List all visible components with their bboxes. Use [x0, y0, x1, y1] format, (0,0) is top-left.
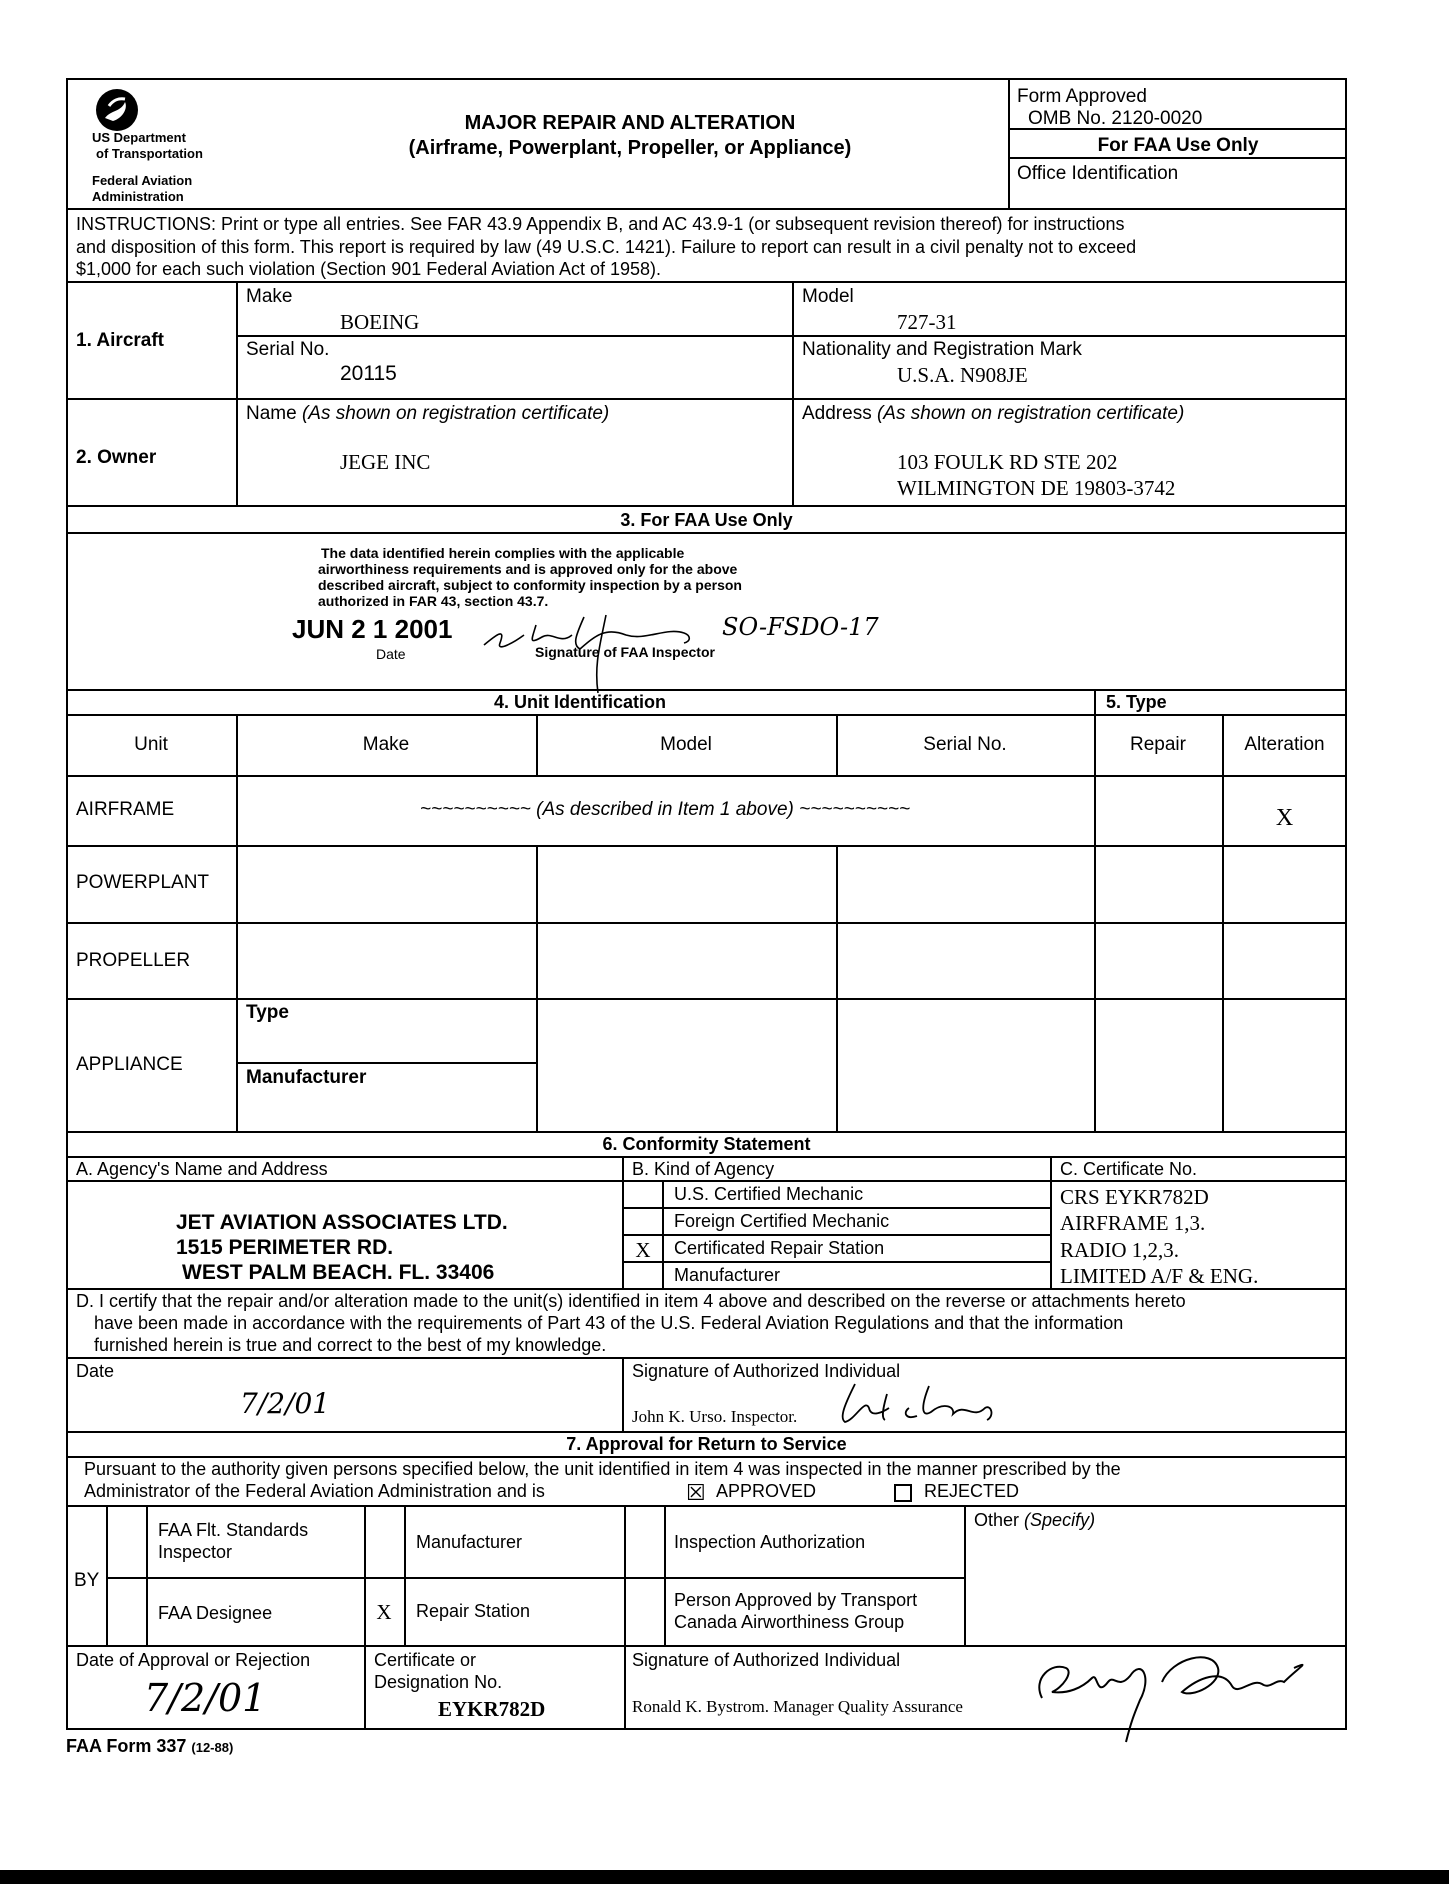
return-text-line1: Pursuant to the authority given persons specified below, the unit identified in item 4 was inspected in the manner prescribed by the [84, 1459, 1121, 1479]
faa-inspector-signature [476, 605, 721, 695]
form-approved-label: Form Approved [1017, 86, 1147, 107]
dept-line1: US Department [92, 130, 186, 145]
kind-of-agency-label: B. Kind of Agency [632, 1159, 775, 1179]
stamp-date: JUN 2 1 2001 [292, 614, 453, 644]
owner-name-label: Name (As shown on registration certificate) [246, 403, 610, 424]
return-signature-label: Signature of Authorized Individual [632, 1650, 901, 1670]
return-section-label: 7. Approval for Return to Service [566, 1434, 847, 1454]
make-label: Make [246, 286, 293, 307]
inspector-signature [825, 1378, 1035, 1430]
header-unit: Unit [134, 734, 168, 755]
cert-line-4[interactable]: LIMITED A/F & ENG. [1060, 1264, 1259, 1288]
form-subtitle: (Airframe, Powerplant, Propeller, or Appliance) [408, 137, 852, 159]
omb-number: OMB No. 2120-0020 [1028, 108, 1203, 129]
faa-use-only-label: For FAA Use Only [1097, 135, 1259, 156]
model-value[interactable]: 727-31 [897, 310, 957, 334]
conformity-signature-label: Signature of Authorized Individual [632, 1361, 901, 1381]
serial-label: Serial No. [246, 339, 330, 360]
airframe-note: ~~~~~~~~~~ (As described in Item 1 above) ~~~~~~~~~~ [419, 799, 911, 820]
nationality-label: Nationality and Registration Mark [802, 339, 1082, 360]
office-identification-label: Office Identification [1017, 163, 1179, 184]
cert-line-2[interactable]: AIRFRAME 1,3. [1060, 1211, 1206, 1235]
instructions-line1: INSTRUCTIONS: Print or type all entries. See FAR 43.9 Appendix B, and AC 43.9-1 (or subsequent revision thereof) for instructions [76, 214, 1125, 234]
flt-std-label-1: FAA Flt. Standards [158, 1520, 309, 1540]
header-model: Model [660, 734, 712, 755]
header-alteration: Alteration [1244, 734, 1325, 755]
instructions-line2: and disposition of this form. This report is required by law (49 U.S.C. 1421). Failure to report can result in a civil penalty not to exceed [76, 237, 1137, 257]
airframe-label: AIRFRAME [76, 799, 175, 820]
nationality-value[interactable]: U.S.A. N908JE [897, 363, 1028, 387]
faa-line2: Administration [92, 189, 184, 204]
other-label: Other (Specify) [974, 1510, 1096, 1530]
kind-manufacturer: Manufacturer [674, 1265, 781, 1285]
form-page: US Department of Transportation Federal Aviation Administration MAJOR REPAIR AND ALTERATION (Airframe, Powerplant, Propeller, or Appliance) Form Approved OMB No. 2120-0020 For FAA Use Only Office Identification INSTRUCTIONS: Print or type all entries. See FAR 43.9 Appendix B, and AC 43.9-1 (or subsequent revision thereof) for instructions and disposition of this form. This report is required by law (49 U.S.C. 1421). Failure to report can result in a civil penalty not to exceed $1,000 for each such violation (Section 901 Federal Aviation Act of 1958). 1. Aircraft Make BOEING Model 727-31 Serial No. 20115 Nationality and Registration Mark U.S.A. N908JE 2. Owner Name (As shown on registration certificate) JEGE INC Address (As shown on registration certificate) 103 FOULK RD STE 202 WILMINGTON DE 19803-3742 3. For FAA Use Only The data identified herein complies with the applicable airworthiness requirements and is approved only for the above described aircraft, subject to conformity inspection by a person authorized in FAR 43, section 43.7. JUN 2 1 2001 Date Signature of FAA Inspector SO-FSDO-17 4. Unit Identification 5. Type Unit Make Model Serial No. Repair Alteration AIRFRAME ~~~~~~~~~~ (As described in Item 1 above) ~~~~~~~~~~ X POWERPLANT PROPELLER APPLIANCE Type Manufacturer 6. Conformity Statement A. Agency's Name and Address B. Kind of Agency C. Certificate No. JET AVIATION ASSOCIATES LTD. 1515 PERIMETER RD. WEST PALM BEACH. FL. 33406 U.S. Certified Mechanic Foreign Certified Mechanic X Certificated Repair Station Manufacturer CRS EYKR782D AIRFRAME 1,3. RADIO 1,2,3. LIMITED A/F & ENG. D. I certify that the repair and/or alteration made to the unit(s) identified in item 4 above and described on the reverse or attachments hereto have been made in accordance with the requirements of Part 43 of the U.S. Federal Aviation Regulations and that the information furnished herein is true and correct to the best of my knowledge. Date 7/2/01 Signature of Authorized Individual John K. Urso. Inspector. 7. Approval for Return to Service Pursuant to the authority given persons specified below, the unit identified in item 4 was inspected in the manner prescribed by the Administrator of the Federal Aviation Administration and is ☒ APPROVED REJECTED BY FAA Flt. Standards Inspector Manufacturer Inspection Authorization FAA Designee X Repair Station Person Approved by Transport Canada Airworthiness Group Other (Specify) Date of Approval or Rejection 7/2/01 Certificate or Designation No. EYKR782D Signature of Authorized Individual Ronald K. Bystrom. Manager Quality Assurance FAA Form 337 (12-88) [0, 0, 1449, 1870]
unit-id-section-label: 4. Unit Identification [493, 692, 666, 712]
kind-repair-station: Certificated Repair Station [674, 1238, 885, 1258]
owner-address-line2[interactable]: WILMINGTON DE 19803-3742 [897, 476, 1176, 500]
cert-designation-value[interactable]: EYKR782D [438, 1697, 546, 1721]
stamp-signature-label: Signature of FAA Inspector [535, 644, 715, 660]
agency-city[interactable]: WEST PALM BEACH. FL. 33406 [182, 1261, 495, 1284]
owner-name-value[interactable]: JEGE INC [340, 450, 431, 474]
kind-foreign-mechanic: Foreign Certified Mechanic [674, 1211, 890, 1231]
kind-us-mechanic: U.S. Certified Mechanic [674, 1184, 864, 1204]
designee-option: FAA Designee [158, 1603, 273, 1623]
inspection-auth-option: Inspection Authorization [674, 1532, 866, 1552]
by-label: BY [74, 1570, 100, 1591]
return-signer-name: Ronald K. Bystrom. Manager Quality Assurance [632, 1697, 963, 1716]
form-title: MAJOR REPAIR AND ALTERATION [464, 112, 796, 134]
manager-signature [1022, 1638, 1322, 1748]
conformity-signer-name: John K. Urso. Inspector. [632, 1407, 798, 1426]
type-section-label: 5. Type [1106, 692, 1167, 712]
cert-designation-label-1: Certificate or [374, 1650, 477, 1670]
header-serial: Serial No. [923, 734, 1007, 755]
form-number: FAA Form 337 (12-88) [66, 1736, 234, 1756]
conformity-date-label: Date [76, 1361, 115, 1381]
cert-line-3[interactable]: RADIO 1,2,3. [1060, 1238, 1179, 1262]
aircraft-section-label: 1. Aircraft [76, 330, 164, 351]
cert-statement-line3: furnished herein is true and correct to the best of my knowledge. [94, 1335, 607, 1355]
airframe-alteration-mark[interactable]: X [1275, 805, 1294, 831]
agency-name[interactable]: JET AVIATION ASSOCIATES LTD. [176, 1211, 508, 1234]
approval-date-value[interactable]: 7/2/01 [144, 1676, 267, 1720]
certificate-number-label: C. Certificate No. [1060, 1159, 1198, 1179]
appliance-type-label: Type [246, 1002, 289, 1023]
transport-option-1: Person Approved by Transport [674, 1590, 918, 1610]
agency-label: A. Agency's Name and Address [76, 1159, 328, 1179]
make-value[interactable]: BOEING [340, 310, 420, 334]
conformity-section-label: 6. Conformity Statement [602, 1134, 811, 1154]
stamp-date-label: Date [376, 646, 406, 662]
kind-mark-3[interactable]: X [635, 1238, 651, 1262]
owner-address-line1[interactable]: 103 FOULK RD STE 202 [897, 450, 1118, 474]
faa-line1: Federal Aviation [92, 173, 193, 188]
owner-address-label: Address (As shown on registration certificate) [802, 403, 1185, 424]
cert-designation-label-2: Designation No. [374, 1672, 503, 1692]
dot-logo-icon [95, 88, 139, 132]
cert-statement-line1: D. I certify that the repair and/or alteration made to the unit(s) identified in item 4 above and described on the reverse or attachments hereto [76, 1291, 1186, 1311]
faa-use-section-label: 3. For FAA Use Only [620, 510, 793, 530]
approval-date-label: Date of Approval or Rejection [76, 1650, 311, 1670]
flt-std-label-2: Inspector [158, 1542, 233, 1562]
office-code: SO-FSDO-17 [722, 613, 879, 641]
manufacturer-option: Manufacturer [416, 1532, 523, 1552]
rejected-checkbox[interactable] [894, 1484, 912, 1502]
owner-section-label: 2. Owner [76, 447, 157, 468]
appliance-manufacturer-label: Manufacturer [246, 1067, 367, 1088]
approved-checkbox[interactable]: ☒ [686, 1480, 706, 1505]
repair-station-option: Repair Station [416, 1601, 531, 1621]
return-text-line2: Administrator of the Federal Aviation Administration and is [84, 1481, 545, 1501]
powerplant-label: POWERPLANT [76, 872, 210, 893]
dept-line2: of Transportation [96, 146, 203, 161]
rejected-label: REJECTED [924, 1481, 1020, 1501]
approved-label: APPROVED [716, 1481, 817, 1501]
propeller-label: PROPELLER [76, 950, 191, 971]
header-repair: Repair [1130, 734, 1186, 755]
appliance-label: APPLIANCE [76, 1054, 183, 1075]
serial-value[interactable]: 20115 [340, 362, 397, 385]
cert-statement-line2: have been made in accordance with the requirements of Part 43 of the U.S. Federal Aviation Regulations and that the information [94, 1313, 1124, 1333]
model-label: Model [802, 286, 854, 307]
conformity-date-value[interactable]: 7/2/01 [240, 1387, 331, 1420]
header-make: Make [362, 734, 410, 755]
repair-station-mark[interactable]: X [376, 1600, 392, 1624]
agency-street[interactable]: 1515 PERIMETER RD. [176, 1236, 394, 1259]
cert-line-1[interactable]: CRS EYKR782D [1060, 1185, 1209, 1209]
instructions-line3: $1,000 for each such violation (Section 901 Federal Aviation Act of 1958). [76, 259, 662, 279]
transport-option-2: Canada Airworthiness Group [674, 1612, 905, 1632]
